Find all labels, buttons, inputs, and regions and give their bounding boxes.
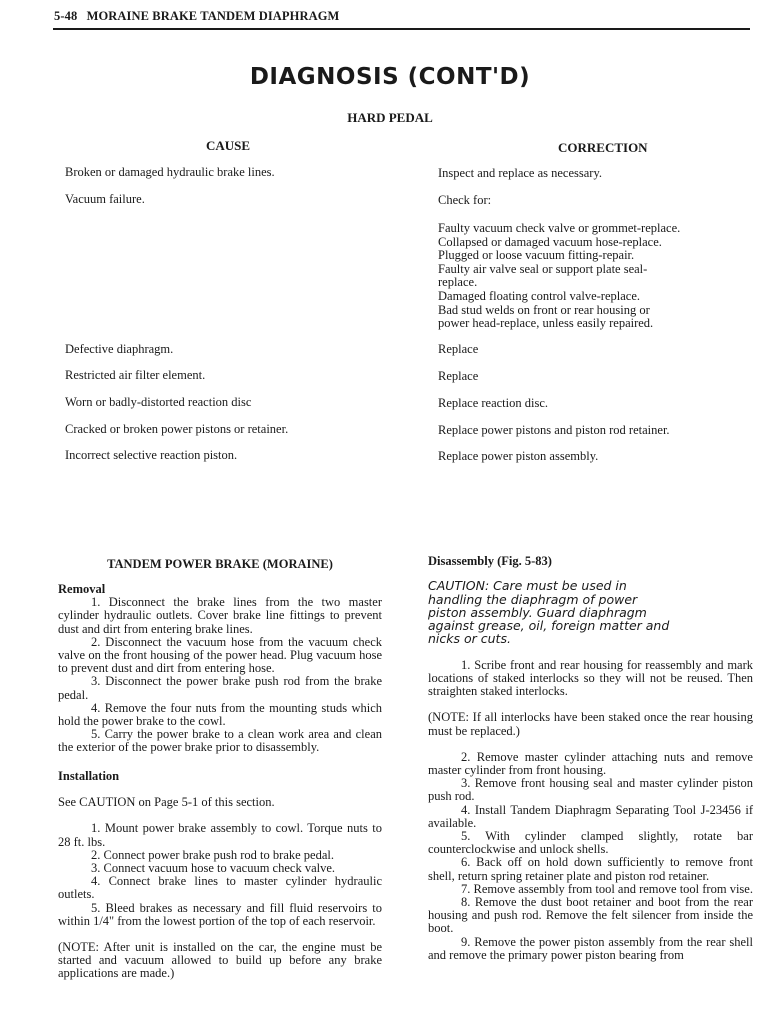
correction-cell: Replace power pistons and piston rod retainer. [438,423,670,437]
check-item: Faulty vacuum check valve or grommet-replace. [438,221,681,235]
check-item: Bad stud welds on front or rear housing or [438,302,650,317]
section-subtitle: HARD PEDAL [347,110,433,125]
page-number: 5-48 [54,9,78,23]
correction-cell: Replace [438,369,479,383]
installation-step: 1. Mount power brake assembly to cowl. Torque nuts to 28 ft. lbs. [58,821,382,849]
removal-step: 4. Remove the four nuts from the mounting studs which hold the power brake to the cowl. [58,700,382,729]
cause-cell: Broken or damaged hydraulic brake lines. [65,165,275,179]
disassembly-step: 5. With cylinder clamped slightly, rotate bar counterclockwise and unlock shells. [428,828,753,857]
disassembly-step: 1. Scribe front and rear housing for reassembly and mark locations of staked interlocks so they will not be reused. Then straighten staked interlocks. [428,657,753,699]
section-title: TANDEM POWER BRAKE (MORAINE) [107,557,333,571]
installation-step: 2. Connect power brake push rod to brake pedal. [91,847,334,862]
check-item: replace. [438,275,478,290]
running-title: MORAINE BRAKE TANDEM DIAPHRAGM [86,9,340,23]
running-head [54,9,339,24]
correction-cell: Replace power piston assembly. [438,449,599,463]
correction-cell: Replace reaction disc. [438,396,549,410]
correction-cell: Replace [438,342,479,356]
installation-section [58,770,382,981]
disassembly-step: 6. Back off on hold down sufficiently to remove front shell, return spring retainer plate and piston rod retainer. [428,855,753,883]
disassembly-step: 9. Remove the power piston assembly from the rear shell and remove the primary power piston bearing from [428,934,753,962]
installation-note: (NOTE: After unit is installed on the car, the engine must be started and vacuum allowed to build up before any brake applications are made.) [58,940,382,981]
disassembly-step: 8. Remove the dust boot retainer and boot from the rear housing and push rod. Remove the felt silencer from inside the boot. [428,894,753,936]
header-rule [53,28,750,30]
disassembly-step: 7. Remove assembly from tool and remove tool from vise. [461,881,753,896]
page-title: DIAGNOSIS (CONT'D) [249,64,531,90]
correction-cell: Check for: [438,193,492,207]
removal-step: 2. Disconnect the vacuum hose from the vacuum check valve on the front housing of the power head. Plug vacuum hose to prevent dust and dirt from entering hose. [58,634,382,676]
removal-section [58,583,382,755]
correction-cell: Inspect and replace as necessary. [438,166,603,180]
removal-step: 5. Carry the power brake to a clean work area and clean the exterior of the power brake prior to disassembly. [58,727,382,755]
installation-step: 3. Connect vacuum hose to vacuum check valve. [91,861,336,876]
cause-cell: Incorrect selective reaction piston. [65,448,238,462]
check-item: Damaged floating control valve-replace. [438,288,640,303]
disassembly-note: (NOTE: If all interlocks have been staked once the rear housing must be replaced.) [428,710,753,738]
disassembly-heading: Disassembly (Fig. 5-83) [428,554,552,568]
correction-column-header: CORRECTION [558,140,648,155]
installation-intro: See CAUTION on Page 5-1 of this section. [58,795,275,810]
vacuum-check-list [438,222,680,331]
check-item: Collapsed or damaged vacuum hose-replace. [438,234,662,249]
check-item: Plugged or loose vacuum fitting-repair. [438,248,635,263]
check-item: Faulty air valve seal or support plate seal- [438,261,648,276]
installation-step: 5. Bleed brakes as necessary and fill fluid reservoirs to within 1/4" from the lowest portion of the top of each reservoir. [58,900,382,928]
cause-cell: Worn or badly-distorted reaction disc [65,395,252,409]
installation-heading: Installation [58,769,120,783]
disassembly-step: 2. Remove master cylinder attaching nuts and remove master cylinder from front housing. [428,749,753,777]
disassembly-step: 3. Remove front housing seal and master cylinder piston push rod. [428,776,753,804]
cause-cell: Vacuum failure. [65,192,145,206]
disassembly-section [428,555,753,962]
cause-cell: Defective diaphragm. [65,342,174,356]
disassembly-step: 4. Install Tandem Diaphragm Separating Tool J-23456 if available. [428,802,753,830]
cause-column-header: CAUSE [206,138,251,153]
installation-step: 4. Connect brake lines to master cylinder hydraulic outlets. [58,874,382,902]
removal-step: 3. Disconnect the power brake push rod from the brake pedal. [58,674,382,702]
removal-step: 1. Disconnect the brake lines from the two master cylinder hydraulic outlets. Cover brake line fittings to prevent dust and dirt from entering brake lines. [58,595,382,636]
cause-cell: Restricted air filter element. [65,368,206,382]
caution-text: CAUTION: Care must be used in handling the diaphragm of power piston assembly. Guard diaphragm against grease, oil, foreign matter and nicks or cuts. [428,578,670,647]
check-item: power head-replace, unless easily repaired. [438,316,654,331]
cause-cell: Cracked or broken power pistons or retainer. [65,422,289,436]
removal-heading: Removal [58,582,106,596]
